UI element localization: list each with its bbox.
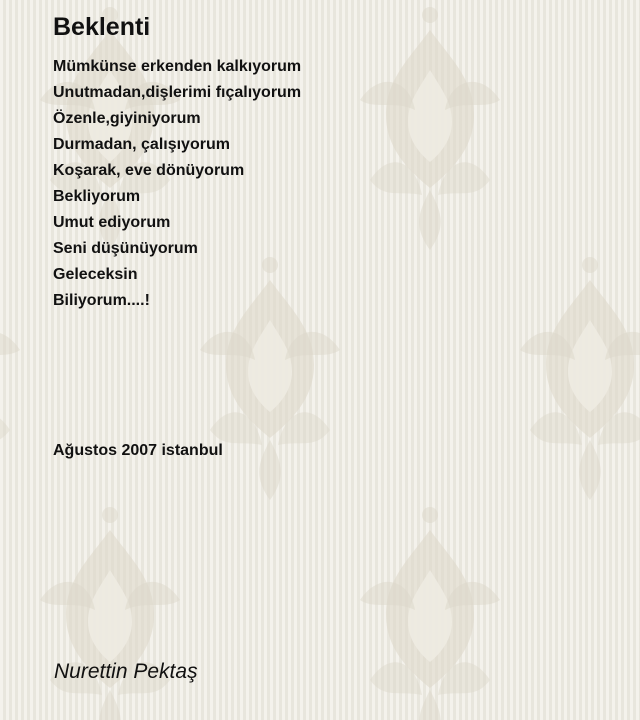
poem-block — [53, 12, 301, 314]
poem-line: Özenle,giyiniyorum — [53, 110, 201, 127]
poem-date-place: Ağustos 2007 istanbul — [53, 442, 223, 459]
poem-line: Durmadan, çalışıyorum — [53, 136, 230, 153]
poem-line: Unutmadan,dişlerimi fıçalıyorum — [53, 84, 302, 101]
poem-title: Beklenti — [53, 13, 151, 41]
poem-line: Umut ediyorum — [53, 214, 171, 231]
poem-line: Biliyorum....! — [53, 292, 150, 309]
poem-line: Mümkünse erkenden kalkıyorum — [53, 58, 302, 75]
poem-author: Nurettin Pektaş — [54, 660, 198, 683]
poem-line: Geleceksin — [53, 266, 138, 283]
poem-line: Seni düşünüyorum — [53, 240, 198, 257]
poem-line: Koşarak, eve dönüyorum — [53, 162, 245, 179]
poem-line: Bekliyorum — [53, 188, 141, 205]
